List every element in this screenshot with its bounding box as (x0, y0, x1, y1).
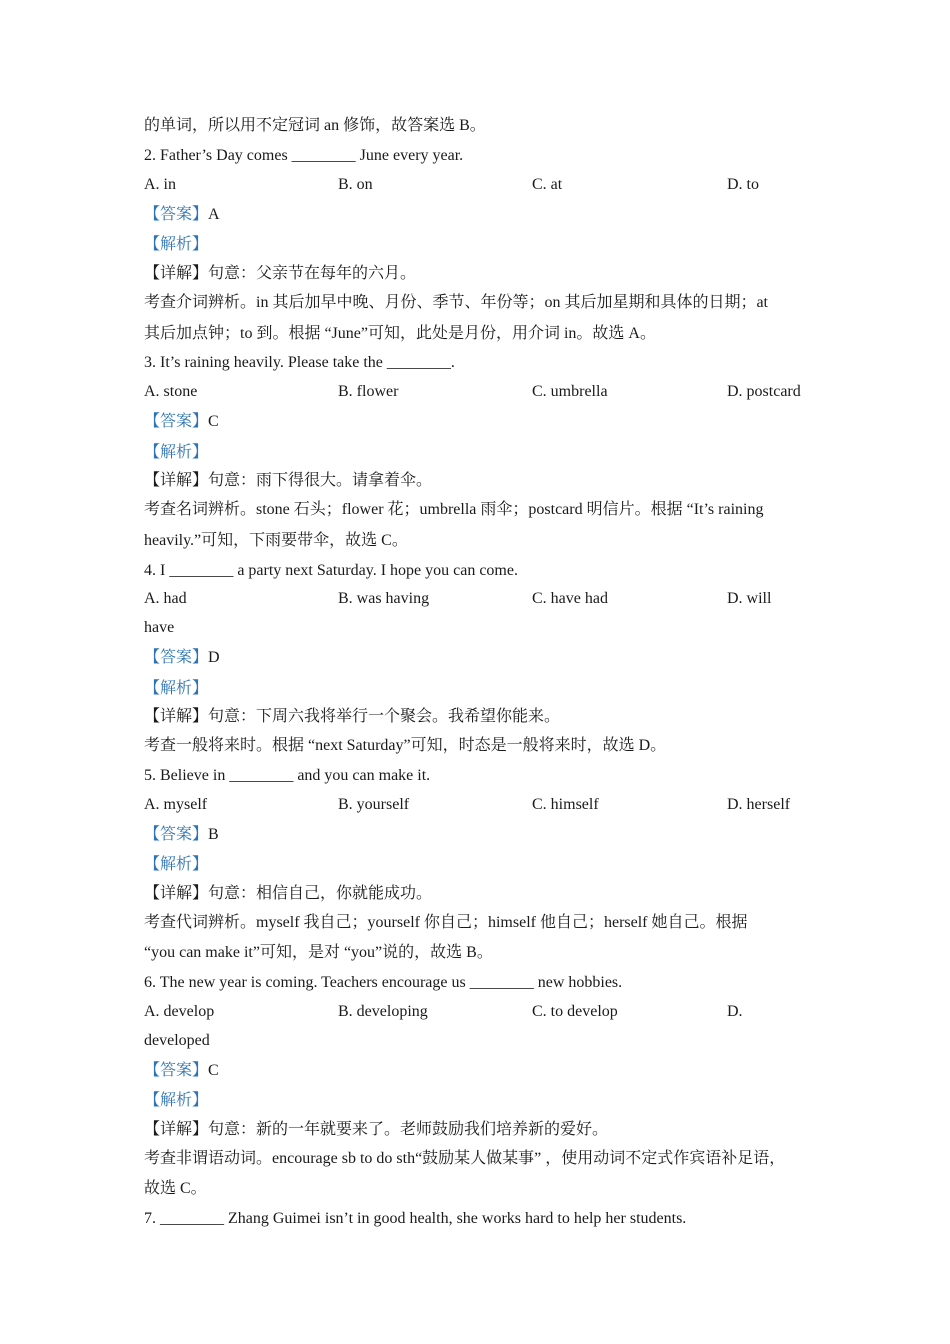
q4-option-a: A. had (144, 590, 187, 607)
detail-text: 句意：相信自己，你就能成功。 (208, 885, 433, 902)
answer-value: C (208, 1062, 219, 1079)
q4-option-b: B. was having (338, 590, 430, 607)
q3-option-b: B. flower (338, 383, 399, 400)
q4-detail (144, 707, 560, 727)
detail-label: 【详解】 (144, 708, 209, 725)
answer-value: A (208, 206, 220, 223)
q3-explanation-1: 考查名词辨析。stone 石头；flower 花；umbrella 雨伞；postcard 明信片。根据 “It’s raining (144, 501, 764, 518)
question-4: 4. I ________ a party next Saturday. I hope you can come. (144, 562, 518, 579)
q5-option-a: A. myself (144, 796, 208, 813)
question-6: 6. The new year is coming. Teachers encourage us ________ new hobbies. (144, 974, 623, 991)
q6-explanation-2: 故选 C。 (144, 1180, 207, 1197)
answer-label: 【答案】 (144, 649, 209, 666)
q3-option-d: D. postcard (727, 383, 801, 400)
q6-analysis-label: 【解析】 (144, 1092, 209, 1109)
q4-option-c: C. have had (532, 590, 608, 607)
q3-detail (144, 471, 432, 491)
answer-value: D (208, 649, 220, 666)
detail-label: 【详解】 (144, 1121, 209, 1138)
q2-option-c: C. at (532, 176, 563, 193)
answer-value: B (208, 826, 219, 843)
detail-text: 句意：父亲节在每年的六月。 (208, 265, 417, 282)
q2-explanation-1: 考查介词辨析。in 其后加早中晚、月份、季节、年份等；on 其后加星期和具体的日期；at (144, 294, 768, 311)
text-line: 的单词，所以用不定冠词 an 修饰，故答案选 B。 (144, 117, 486, 134)
answer-label: 【答案】 (144, 413, 209, 430)
q5-explanation-1: 考查代词辨析。myself 我自己；yourself 你自己；himself 他自己；herself 她自己。根据 (144, 914, 748, 931)
detail-text: 句意：下周六我将举行一个聚会。我希望你能来。 (208, 708, 561, 725)
q5-answer (144, 825, 219, 845)
q5-option-d: D. herself (727, 796, 791, 813)
question-2: 2. Father’s Day comes ________ June every year. (144, 147, 464, 164)
question-7: 7. ________ Zhang Guimei isn’t in good health, she works hard to help her students. (144, 1210, 687, 1227)
q6-option-d-wrap: developed (144, 1032, 210, 1049)
detail-label: 【详解】 (144, 265, 209, 282)
detail-label: 【详解】 (144, 885, 209, 902)
q6-option-b: B. developing (338, 1003, 428, 1020)
q2-option-b: B. on (338, 176, 373, 193)
q6-option-a: A. develop (144, 1003, 215, 1020)
q5-analysis-label: 【解析】 (144, 856, 209, 873)
answer-label: 【答案】 (144, 206, 209, 223)
q3-analysis-label: 【解析】 (144, 444, 209, 461)
q3-option-c: C. umbrella (532, 383, 608, 400)
q2-option-d: D. to (727, 176, 759, 193)
answer-value: C (208, 413, 219, 430)
q2-answer (144, 205, 220, 225)
q5-option-c: C. himself (532, 796, 599, 813)
q4-option-d: D. will (727, 590, 772, 607)
q2-explanation-2: 其后加点钟；to 到。根据 “June”可知，此处是月份，用介词 in。故选 A。 (144, 325, 656, 342)
q4-explanation-1: 考查一般将来时。根据 “next Saturday”可知，时态是一般将来时，故选 D。 (144, 737, 667, 754)
answer-label: 【答案】 (144, 1062, 209, 1079)
q3-explanation-2: heavily.”可知，下雨要带伞，故选 C。 (144, 532, 408, 549)
detail-text: 句意：雨下得很大。请拿着伞。 (208, 472, 433, 489)
q6-explanation-1: 考查非谓语动词。encourage sb to do sth“鼓励某人做某事” ，使用动词不定式作宾语补足语， (144, 1150, 786, 1167)
question-3: 3. It’s raining heavily. Please take the ________. (144, 354, 455, 371)
q5-detail (144, 884, 432, 904)
q2-option-a: A. in (144, 176, 176, 193)
q6-option-d: D. (727, 1003, 743, 1020)
q6-answer (144, 1061, 219, 1081)
q2-detail (144, 264, 416, 284)
q5-explanation-2: “you can make it”可知，是对 “you”说的，故选 B。 (144, 944, 493, 961)
q3-answer (144, 412, 219, 432)
q6-detail (144, 1120, 608, 1140)
detail-text: 句意：新的一年就要来了。老师鼓励我们培养新的爱好。 (208, 1121, 609, 1138)
q4-analysis-label: 【解析】 (144, 680, 209, 697)
q5-option-b: B. yourself (338, 796, 410, 813)
q4-answer (144, 648, 220, 668)
detail-label: 【详解】 (144, 472, 209, 489)
q3-option-a: A. stone (144, 383, 198, 400)
q2-analysis-label: 【解析】 (144, 236, 209, 253)
q6-option-c: C. to develop (532, 1003, 618, 1020)
question-5: 5. Believe in ________ and you can make it. (144, 767, 431, 784)
answer-label: 【答案】 (144, 826, 209, 843)
q4-option-d-wrap: have (144, 619, 175, 636)
